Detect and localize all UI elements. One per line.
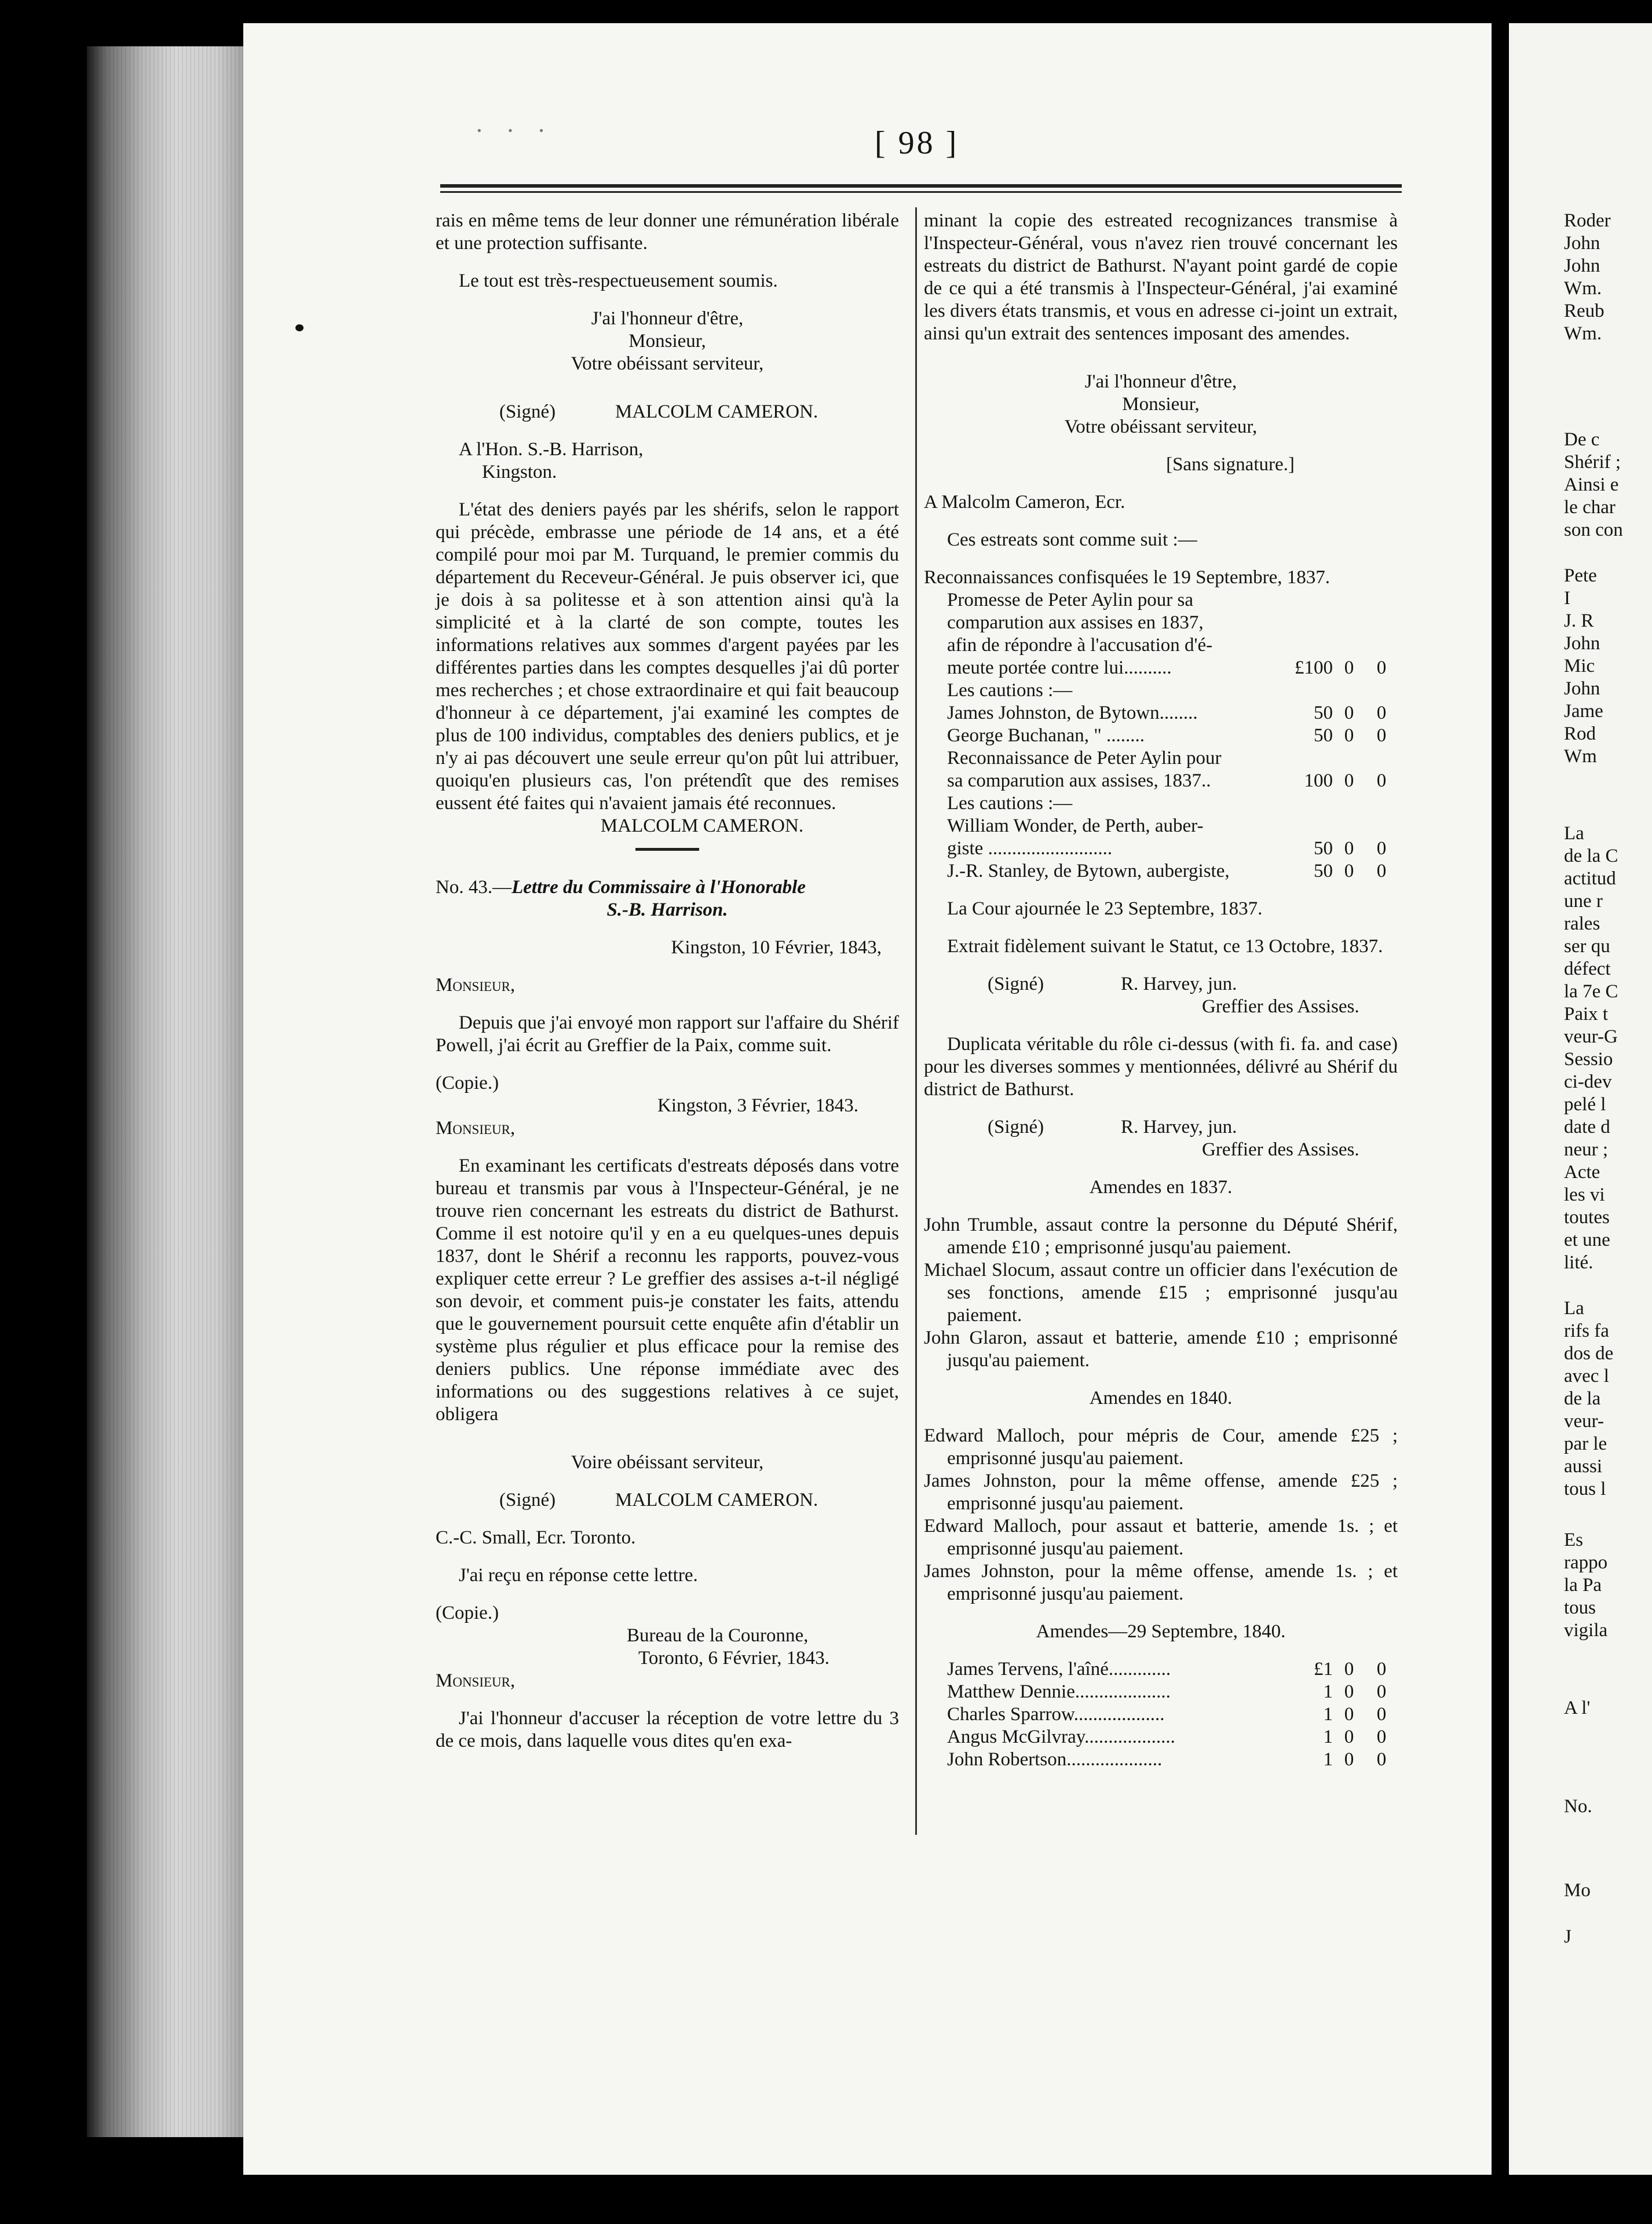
ledger-pounds: 50 bbox=[1314, 725, 1333, 746]
facing-page-fragment: rales bbox=[1564, 913, 1600, 934]
paragraph: Depuis que j'ai envoyé mon rapport sur l'affaire du Shérif Powell, j'ai écrit au Greffier de la Paix, comme suit. bbox=[436, 1012, 899, 1056]
paragraph: Reconnaissances confisquées le 19 Septembre, 1837. bbox=[924, 567, 1331, 588]
ledger-pence: 0 bbox=[1376, 657, 1387, 678]
spacer bbox=[436, 1512, 899, 1527]
signature-label: (Signé) bbox=[988, 1117, 1044, 1137]
signature-title: Greffier des Assises. bbox=[1202, 996, 1359, 1017]
spacer bbox=[924, 1410, 1398, 1425]
spacer bbox=[436, 1474, 899, 1489]
centered-line: Votre obéissant serviteur, bbox=[571, 353, 764, 374]
ledger-desc: James Tervens, l'aîné............. bbox=[947, 1659, 1171, 1680]
ledger-row bbox=[924, 702, 1398, 725]
ledger-pounds bbox=[1290, 612, 1333, 634]
fine-entry: Edward Malloch, pour mépris de Cour, amende £25 ; emprisonné jusqu'au paiement. bbox=[924, 1425, 1398, 1469]
facing-page-fragment: rappo bbox=[1564, 1552, 1608, 1573]
ledger-row bbox=[924, 657, 1398, 679]
ledger-row bbox=[924, 725, 1398, 747]
paragraph: Monsieur, bbox=[436, 1670, 516, 1691]
spacer bbox=[436, 1549, 899, 1564]
facing-page-fragment: Mo bbox=[1564, 1880, 1591, 1901]
ledger-shillings: 0 bbox=[1344, 657, 1354, 678]
ledger-row bbox=[924, 815, 1398, 837]
facing-page-fragment: J bbox=[1564, 1926, 1571, 1947]
ledger-pounds bbox=[1290, 747, 1333, 770]
facing-page-fragment: date d bbox=[1564, 1117, 1610, 1137]
signature-title: Greffier des Assises. bbox=[1202, 1139, 1359, 1160]
ledger-desc: afin de répondre à l'accusation d'é- bbox=[947, 635, 1213, 656]
ledger-shillings bbox=[1333, 815, 1365, 837]
dateline: Kingston, 10 Février, 1843, bbox=[671, 937, 882, 958]
facing-page-fragment: actitud bbox=[1564, 868, 1616, 889]
paragraph: La Cour ajournée le 23 Septembre, 1837. bbox=[947, 898, 1263, 919]
facing-page-fragment: J. R bbox=[1564, 610, 1594, 631]
centered-line: Monsieur, bbox=[1122, 394, 1200, 415]
facing-page-fragment: Ainsi e bbox=[1564, 474, 1619, 495]
signature-line bbox=[436, 401, 899, 423]
facing-page-fragment: Roder bbox=[1564, 210, 1611, 231]
facing-page-fragment: et une bbox=[1564, 1230, 1610, 1250]
ledger-desc: Reconnaissance de Peter Aylin pour bbox=[947, 748, 1222, 769]
section-rule bbox=[635, 848, 699, 851]
letter-heading bbox=[436, 876, 899, 921]
facing-page-fragment: Wm. bbox=[1564, 323, 1602, 344]
ledger-shillings: 0 bbox=[1344, 770, 1354, 791]
facing-page-fragment: aussi bbox=[1564, 1456, 1602, 1477]
facing-page-fragment: lité. bbox=[1564, 1252, 1593, 1273]
spacer bbox=[924, 438, 1398, 453]
estreats-ledger bbox=[924, 589, 1398, 883]
facing-page-fragment: ci-dev bbox=[1564, 1071, 1612, 1092]
facing-page-fragment: son con bbox=[1564, 520, 1623, 540]
spacer bbox=[436, 1426, 899, 1451]
spacer bbox=[924, 551, 1398, 566]
facing-page-fragment: veur- bbox=[1564, 1411, 1604, 1432]
spacer bbox=[436, 423, 899, 438]
ledger-shillings: 0 bbox=[1344, 1749, 1354, 1770]
spacer bbox=[436, 255, 899, 270]
ledger-row bbox=[924, 634, 1398, 657]
facing-page-fragment: la Pa bbox=[1564, 1575, 1602, 1596]
facing-page-fragment: tous bbox=[1564, 1597, 1596, 1618]
centered-line: Amendes—29 Septembre, 1840. bbox=[1036, 1621, 1286, 1642]
ledger-pounds: 100 bbox=[1304, 770, 1333, 791]
paragraph: Bureau de la Couronne, bbox=[627, 1625, 809, 1646]
ledger-desc: William Wonder, de Perth, auber- bbox=[947, 815, 1204, 836]
paragraph: Monsieur, bbox=[436, 1118, 516, 1139]
page-edges bbox=[93, 46, 249, 2137]
signature-label: (Signé) bbox=[499, 401, 556, 422]
facing-page-fragment: Es bbox=[1564, 1530, 1583, 1550]
facing-page-fragment: les vi bbox=[1564, 1184, 1605, 1205]
facing-page-fragment: neur ; bbox=[1564, 1139, 1609, 1160]
ledger-row bbox=[924, 770, 1398, 792]
spacer bbox=[924, 920, 1398, 935]
spacer bbox=[924, 1161, 1398, 1176]
ledger-desc: Matthew Dennie.................... bbox=[947, 1681, 1171, 1702]
signature-block bbox=[924, 973, 1398, 1018]
header-rule bbox=[440, 184, 1402, 188]
facing-page-fragment: avec l bbox=[1564, 1366, 1609, 1387]
spacer bbox=[436, 1057, 899, 1072]
ledger-shillings bbox=[1333, 679, 1365, 702]
paragraph: A l'Hon. S.-B. Harrison, bbox=[459, 439, 644, 460]
signature-name: MALCOLM CAMERON. bbox=[615, 1490, 818, 1510]
fine-entry: Edward Malloch, pour assaut et batterie, amende 1s. ; et emprisonné jusqu'au paiement. bbox=[924, 1516, 1398, 1559]
ledger-shillings bbox=[1333, 747, 1365, 770]
column-divider bbox=[915, 207, 917, 1835]
ledger-desc: Promesse de Peter Aylin pour sa bbox=[947, 590, 1193, 610]
ledger-pounds bbox=[1290, 792, 1333, 815]
spacer bbox=[436, 1587, 899, 1602]
spacer bbox=[436, 1140, 899, 1155]
paragraph: (Copie.) bbox=[436, 1073, 499, 1093]
ledger-pounds: 1 bbox=[1323, 1704, 1333, 1725]
ledger-row bbox=[924, 1749, 1398, 1771]
ledger-pounds: 50 bbox=[1314, 861, 1333, 881]
spacer bbox=[924, 1018, 1398, 1033]
facing-page-fragment: Rod bbox=[1564, 723, 1596, 744]
ledger-pence: 0 bbox=[1376, 1726, 1387, 1747]
spacer bbox=[436, 375, 899, 401]
facing-page-fragment: I bbox=[1564, 588, 1570, 609]
heading-number: No. 43.— bbox=[436, 877, 512, 898]
facing-page-fragment: la 7e C bbox=[1564, 981, 1618, 1002]
paragraph: (Copie.) bbox=[436, 1603, 499, 1623]
facing-page-fragment: Wm. bbox=[1564, 278, 1602, 299]
centered-line: J'ai l'honneur d'être, bbox=[591, 308, 744, 329]
facing-page-fragment: Pete bbox=[1564, 565, 1597, 586]
right-column bbox=[924, 210, 1398, 1771]
ledger-row bbox=[924, 679, 1398, 702]
fine-entry: John Glaron, assaut et batterie, amende £10 ; emprisonné jusqu'au paiement. bbox=[924, 1327, 1398, 1371]
facing-page-fragment: Reub bbox=[1564, 301, 1605, 321]
ledger-pence bbox=[1365, 792, 1398, 815]
facing-page-fragment: John bbox=[1564, 233, 1600, 254]
spacer bbox=[924, 1199, 1398, 1214]
spacer bbox=[436, 1692, 899, 1707]
ledger-pence bbox=[1365, 589, 1398, 612]
ledger-shillings: 0 bbox=[1344, 1659, 1354, 1680]
facing-page-fragment: Shérif ; bbox=[1564, 452, 1621, 473]
facing-page-fragment: ser qu bbox=[1564, 936, 1610, 957]
facing-page-fragment: John bbox=[1564, 255, 1600, 276]
paragraph: Le tout est très-respectueusement soumis. bbox=[459, 270, 778, 291]
paragraph: A Malcolm Cameron, Ecr. bbox=[924, 492, 1125, 513]
ledger-desc: George Buchanan, " ........ bbox=[947, 725, 1145, 746]
ledger-pence: 0 bbox=[1376, 703, 1387, 723]
ledger-row bbox=[924, 612, 1398, 634]
spacer bbox=[436, 861, 899, 876]
ledger-row bbox=[924, 1726, 1398, 1749]
ledger-pounds: 50 bbox=[1314, 703, 1333, 723]
ledger-pence: 0 bbox=[1376, 1681, 1387, 1702]
fine-entry: James Johnston, pour la même offense, amende £25 ; emprisonné jusqu'au paiement. bbox=[924, 1471, 1398, 1514]
ledger-shillings: 0 bbox=[1344, 1681, 1354, 1702]
spacer bbox=[924, 1605, 1398, 1621]
ledger-desc: Les cautions :— bbox=[947, 680, 1073, 701]
paragraph: J'ai reçu en réponse cette lettre. bbox=[459, 1565, 698, 1586]
facing-page-fragment: le char bbox=[1564, 497, 1616, 518]
facing-page-fragment: pelé l bbox=[1564, 1094, 1606, 1115]
centered-line: MALCOLM CAMERON. bbox=[600, 815, 804, 836]
facing-page-fragment: John bbox=[1564, 633, 1600, 654]
ledger-pence bbox=[1365, 815, 1398, 837]
facing-page-fragment: Acte bbox=[1564, 1162, 1600, 1183]
ledger-pence: 0 bbox=[1376, 838, 1387, 859]
paragraph: En examinant les certificats d'estreats déposés dans votre bureau et transmis par vous à l'Inspecteur-Général, je ne trouve rien concernant les estreats du district de Bathurst. Comme il est notoire qu'il y en a eu quelques-unes depuis 1837, dont le Shérif a reconnu les rapports, pouvez-vous expliquer cette erreur ? Le greffier des assises a-t-il négligé son devoir, et comment puis-je constater les faits, attendu que le gouvernement poursuit cette enquête afin d'établir un système plus régulier et plus efficace pour la remise des deniers publics. Une réponse immédiate avec des informations ou des suggestions relatives à ce sujet, obligera bbox=[436, 1155, 899, 1425]
centered-line: Votre obéissant serviteur, bbox=[1064, 416, 1258, 437]
facing-page-fragment: Sessio bbox=[1564, 1049, 1613, 1070]
paragraph: L'état des deniers payés par les shérifs, selon le rapport qui précède, embrasse une période de 14 ans, et a été compilé pour moi par M. Turquand, le premier commis du département du Receveur-Général. Je puis observer ici, que je dois à sa politesse et à son attention ainsi qu'à la simplicité et à la clarté de son compte, toutes les informations relatives aux sommes d'argent payées par les différentes parties dans les comptes desquelles j'ai dû porter mes recherches ; et chose extraordinaire et qui fait beaucoup d'honneur à ce département, j'ai examiné les comptes de plus de 100 individus, comptables des deniers publics, et je n'y ai pas découvert une seule erreur qu'on pût lui attribuer, quoiqu'en plusieurs cas, l'on prétendît que des remises eussent été faites qui n'avaient jamais été reconnues. bbox=[436, 499, 899, 814]
facing-page-fragment: A l' bbox=[1564, 1698, 1591, 1718]
spacer bbox=[436, 997, 899, 1012]
ledger-pence: 0 bbox=[1376, 861, 1387, 881]
centered-line: J'ai l'honneur d'être, bbox=[1084, 371, 1237, 392]
spacer bbox=[436, 484, 899, 499]
ledger-pence bbox=[1365, 747, 1398, 770]
ledger-shillings bbox=[1333, 612, 1365, 634]
ledger-shillings bbox=[1333, 792, 1365, 815]
ledger-pounds: 50 bbox=[1314, 838, 1333, 859]
facing-page-fragment: Wm bbox=[1564, 746, 1597, 767]
ledger-pounds: £1 bbox=[1314, 1659, 1333, 1680]
signature-block bbox=[924, 1116, 1398, 1161]
spacer bbox=[924, 958, 1398, 973]
ledger-shillings: 0 bbox=[1344, 1726, 1354, 1747]
ledger-row bbox=[924, 1681, 1398, 1703]
centered-line: Amendes en 1840. bbox=[1089, 1388, 1233, 1409]
ledger-row bbox=[924, 1703, 1398, 1726]
ledger-desc: James Johnston, de Bytown........ bbox=[947, 703, 1198, 723]
facing-page-fragment: une r bbox=[1564, 891, 1603, 912]
ledger-shillings: 0 bbox=[1344, 838, 1354, 859]
facing-page-fragment: de la bbox=[1564, 1388, 1601, 1409]
centered-line: Voire obéissant serviteur, bbox=[571, 1452, 764, 1473]
fines-ledger bbox=[924, 1658, 1398, 1771]
spacer bbox=[924, 1643, 1398, 1658]
ledger-shillings bbox=[1333, 634, 1365, 657]
ledger-pence: 0 bbox=[1376, 770, 1387, 791]
ledger-shillings bbox=[1333, 589, 1365, 612]
ledger-pounds bbox=[1290, 634, 1333, 657]
ledger-shillings: 0 bbox=[1344, 861, 1354, 881]
left-column bbox=[436, 210, 899, 1753]
spacer bbox=[436, 921, 899, 937]
dateline: Kingston, 3 Février, 1843. bbox=[657, 1095, 858, 1116]
facing-page-fragment: vigila bbox=[1564, 1620, 1608, 1641]
ledger-pence: 0 bbox=[1376, 1749, 1387, 1770]
header-rule-thin bbox=[440, 191, 1402, 193]
signature-name: R. Harvey, jun. bbox=[1121, 1117, 1237, 1137]
fine-entry: James Johnston, pour la même offense, amende 1s. ; et emprisonné jusqu'au paiement. bbox=[924, 1561, 1398, 1604]
ledger-pounds bbox=[1290, 815, 1333, 837]
ledger-row bbox=[924, 860, 1398, 883]
ledger-row bbox=[924, 792, 1398, 815]
facing-page-fragment: tous l bbox=[1564, 1479, 1606, 1499]
facing-page-fragment: défect bbox=[1564, 959, 1611, 979]
paragraph: C.-C. Small, Ecr. Toronto. bbox=[436, 1527, 636, 1548]
ledger-row bbox=[924, 837, 1398, 860]
ledger-pence bbox=[1365, 679, 1398, 702]
ledger-pence bbox=[1365, 634, 1398, 657]
ledger-pounds: 1 bbox=[1323, 1749, 1333, 1770]
ledger-pence: 0 bbox=[1376, 725, 1387, 746]
ledger-desc: Angus McGilvray................... bbox=[947, 1726, 1175, 1747]
centered-line: [Sans signature.] bbox=[1166, 454, 1295, 475]
facing-page-fragment: rifs fa bbox=[1564, 1321, 1609, 1341]
facing-page-fragment: Paix t bbox=[1564, 1004, 1609, 1025]
heading-line bbox=[436, 876, 899, 899]
ledger-desc: Les cautions :— bbox=[947, 793, 1073, 814]
signature-name: R. Harvey, jun. bbox=[1121, 974, 1237, 994]
paragraph: Duplicata véritable du rôle ci-dessus (with fi. fa. and case) pour les diverses sommes y mentionnées, délivré au Shérif du district de Bathurst. bbox=[924, 1034, 1398, 1100]
signature-name: MALCOLM CAMERON. bbox=[615, 401, 818, 422]
spacer bbox=[436, 959, 899, 974]
paragraph: Toronto, 6 Février, 1843. bbox=[638, 1648, 829, 1669]
spacer bbox=[924, 476, 1398, 491]
page-number: [ 98 ] bbox=[875, 125, 959, 161]
ledger-desc: comparution aux assises en 1837, bbox=[947, 612, 1204, 633]
heading-title: Lettre du Commissaire à l'Honorable bbox=[511, 877, 806, 898]
ledger-desc: giste .......................... bbox=[947, 838, 1113, 859]
paragraph: rais en même tems de leur donner une rémunération libérale et une protection suffisante. bbox=[436, 210, 899, 254]
ledger-pence: 0 bbox=[1376, 1659, 1387, 1680]
ledger-pounds: 1 bbox=[1323, 1681, 1333, 1702]
ink-spot bbox=[295, 324, 304, 331]
ledger-desc: John Robertson.................... bbox=[947, 1749, 1163, 1770]
spacer bbox=[924, 883, 1398, 898]
centered-line: Monsieur, bbox=[628, 331, 706, 352]
ledger-pounds: 1 bbox=[1323, 1726, 1333, 1747]
ledger-pounds: £100 bbox=[1295, 657, 1333, 678]
heading-title-cont: S.-B. Harrison. bbox=[606, 899, 728, 920]
facing-page-fragment: La bbox=[1564, 1298, 1584, 1319]
ledger-pence: 0 bbox=[1376, 1704, 1387, 1725]
facing-page-fragment: Mic bbox=[1564, 656, 1595, 676]
facing-page-fragment: par le bbox=[1564, 1433, 1607, 1454]
spacer bbox=[924, 514, 1398, 529]
fine-entry: Michael Slocum, assaut contre un officier dans l'exécution de ses fonctions, amende £15 ; emprisonné jusqu'au paiement. bbox=[924, 1260, 1398, 1326]
facing-page-fragment: John bbox=[1564, 678, 1600, 699]
facing-page-fragment: dos de bbox=[1564, 1343, 1614, 1364]
facing-page-fragment: de la C bbox=[1564, 846, 1618, 866]
paragraph: Ces estreats sont comme suit :— bbox=[947, 529, 1197, 550]
ledger-desc: Charles Sparrow................... bbox=[947, 1704, 1165, 1725]
spacer bbox=[924, 345, 1398, 371]
spacer bbox=[924, 1101, 1398, 1116]
ledger-pounds bbox=[1290, 679, 1333, 702]
facing-page-fragment: De c bbox=[1564, 429, 1600, 450]
facing-page-fragment: La bbox=[1564, 823, 1584, 844]
paragraph: Kingston. bbox=[482, 462, 557, 482]
facing-page-fragment: No. bbox=[1564, 1796, 1592, 1817]
ledger-pence bbox=[1365, 612, 1398, 634]
scan-specks: · · · bbox=[475, 116, 554, 145]
facing-page-fragment: veur-G bbox=[1564, 1026, 1618, 1047]
spacer bbox=[436, 292, 899, 308]
signature-label: (Signé) bbox=[988, 974, 1044, 994]
ledger-pounds bbox=[1290, 589, 1333, 612]
ledger-desc: J.-R. Stanley, de Bytown, aubergiste, bbox=[947, 861, 1230, 881]
ledger-row bbox=[924, 1658, 1398, 1681]
paragraph: minant la copie des estreated recognizances transmise à l'Inspecteur-Général, vous n'avez rien trouvé concernant les estreats du district de Bathurst. N'ayant point gardé de copie de ce qui a été transmis à l'Inspecteur-Général, j'ai examiné les divers états transmis, et vous en adresse ci-joint un extrait, ainsi qu'un extrait des sentences imposant des amendes. bbox=[924, 210, 1398, 344]
signature-line bbox=[924, 1116, 1398, 1139]
paragraph: Extrait fidèlement suivant le Statut, ce 13 Octobre, 1837. bbox=[947, 936, 1383, 957]
facing-page-fragment: toutes bbox=[1564, 1207, 1610, 1228]
ledger-desc: sa comparution aux assises, 1837.. bbox=[947, 770, 1211, 791]
centered-line: Amendes en 1837. bbox=[1089, 1177, 1233, 1198]
ledger-shillings: 0 bbox=[1344, 703, 1354, 723]
paragraph: Monsieur, bbox=[436, 975, 516, 996]
spacer bbox=[924, 1372, 1398, 1387]
paragraph: J'ai l'honneur d'accuser la réception de votre lettre du 3 de ce mois, dans laquelle vous dites qu'en exa- bbox=[436, 1708, 899, 1751]
fine-entry: John Trumble, assaut contre la personne du Député Shérif, amende £10 ; emprisonné jusqu'au paiement. bbox=[924, 1215, 1398, 1258]
ledger-row bbox=[924, 589, 1398, 612]
signature-line bbox=[436, 1489, 899, 1512]
ledger-desc: meute portée contre lui.......... bbox=[947, 657, 1172, 678]
signature-label: (Signé) bbox=[499, 1490, 556, 1510]
ledger-shillings: 0 bbox=[1344, 725, 1354, 746]
ledger-row bbox=[924, 747, 1398, 770]
ledger-shillings: 0 bbox=[1344, 1704, 1354, 1725]
facing-page-fragment: Jame bbox=[1564, 701, 1603, 722]
signature-line bbox=[924, 973, 1398, 996]
